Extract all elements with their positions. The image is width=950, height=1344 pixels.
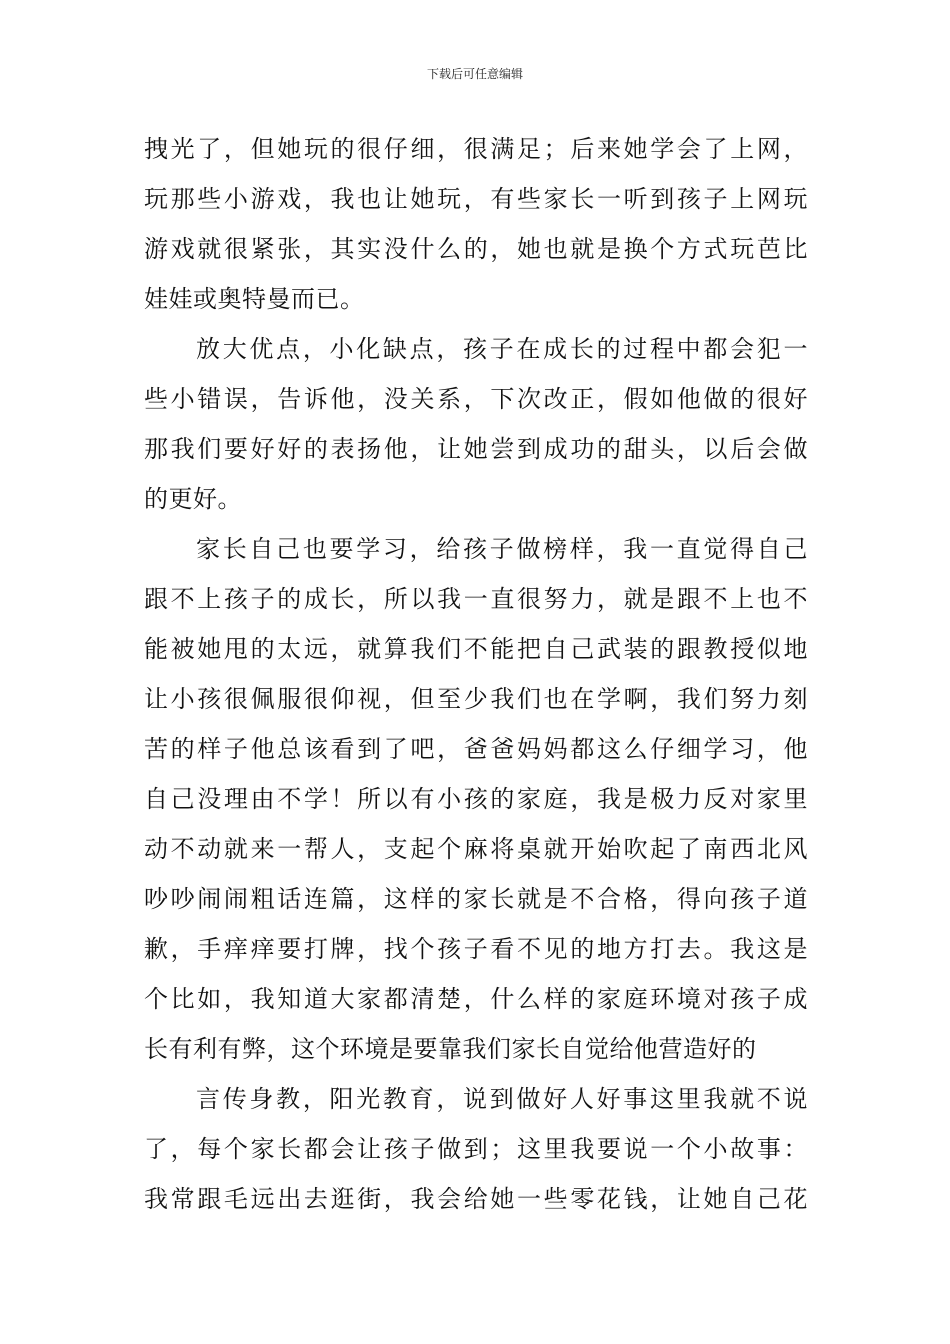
page-header: 下载后可任意编辑 <box>426 67 523 81</box>
text-line: 玩那些小游戏，我也让她玩，有些家长一听到孩子上网玩 <box>144 185 808 213</box>
document-body <box>144 124 808 1224</box>
text-line: 跟不上孩子的成长，所以我一直很努力，就是跟不上也不 <box>144 585 808 613</box>
text-line: 拽光了，但她玩的很仔细，很满足；后来她学会了上网， <box>144 135 808 163</box>
text-line: 自己没理由不学！所以有小孩的家庭，我是极力反对家里 <box>144 785 808 813</box>
text-line: 放大优点，小化缺点，孩子在成长的过程中都会犯一 <box>196 335 808 363</box>
text-line: 娃娃或奥特曼而已。 <box>144 285 365 313</box>
text-line: 能被她甩的太远，就算我们不能把自己武装的跟教授似地 <box>144 635 808 663</box>
text-line: 歉，手痒痒要打牌，找个孩子看不见的地方打去。我这是 <box>144 935 808 963</box>
paragraph <box>144 324 808 524</box>
text-line: 游戏就很紧张，其实没什么的，她也就是换个方式玩芭比 <box>144 235 808 263</box>
text-line: 长有利有弊，这个环境是要靠我们家长自觉给他营造好的 <box>144 1035 757 1063</box>
text-line: 我常跟毛远出去逛街，我会给她一些零花钱，让她自己花 <box>144 1185 808 1213</box>
text-line: 了，每个家长都会让孩子做到；这里我要说一个小故事： <box>144 1135 808 1163</box>
paragraph <box>144 524 808 1074</box>
text-line: 家长自己也要学习，给孩子做榜样，我一直觉得自己 <box>196 535 808 563</box>
text-line: 吵吵闹闹粗话连篇，这样的家长就是不合格，得向孩子道 <box>144 885 808 913</box>
text-line: 的更好。 <box>144 485 242 513</box>
paragraph <box>144 1074 808 1224</box>
text-line: 那我们要好好的表扬他，让她尝到成功的甜头，以后会做 <box>144 435 808 463</box>
text-line: 言传身教，阳光教育，说到做好人好事这里我就不说 <box>196 1085 808 1113</box>
text-line: 些小错误，告诉他，没关系，下次改正，假如他做的很好 <box>144 385 808 413</box>
text-line: 动不动就来一帮人，支起个麻将桌就开始吹起了南西北风 <box>144 835 808 863</box>
text-line: 苦的样子他总该看到了吧，爸爸妈妈都这么仔细学习，他 <box>144 735 808 763</box>
text-line: 让小孩很佩服很仰视，但至少我们也在学啊，我们努力刻 <box>144 685 808 713</box>
paragraph <box>144 124 808 324</box>
text-line: 个比如，我知道大家都清楚，什么样的家庭环境对孩子成 <box>144 985 808 1013</box>
